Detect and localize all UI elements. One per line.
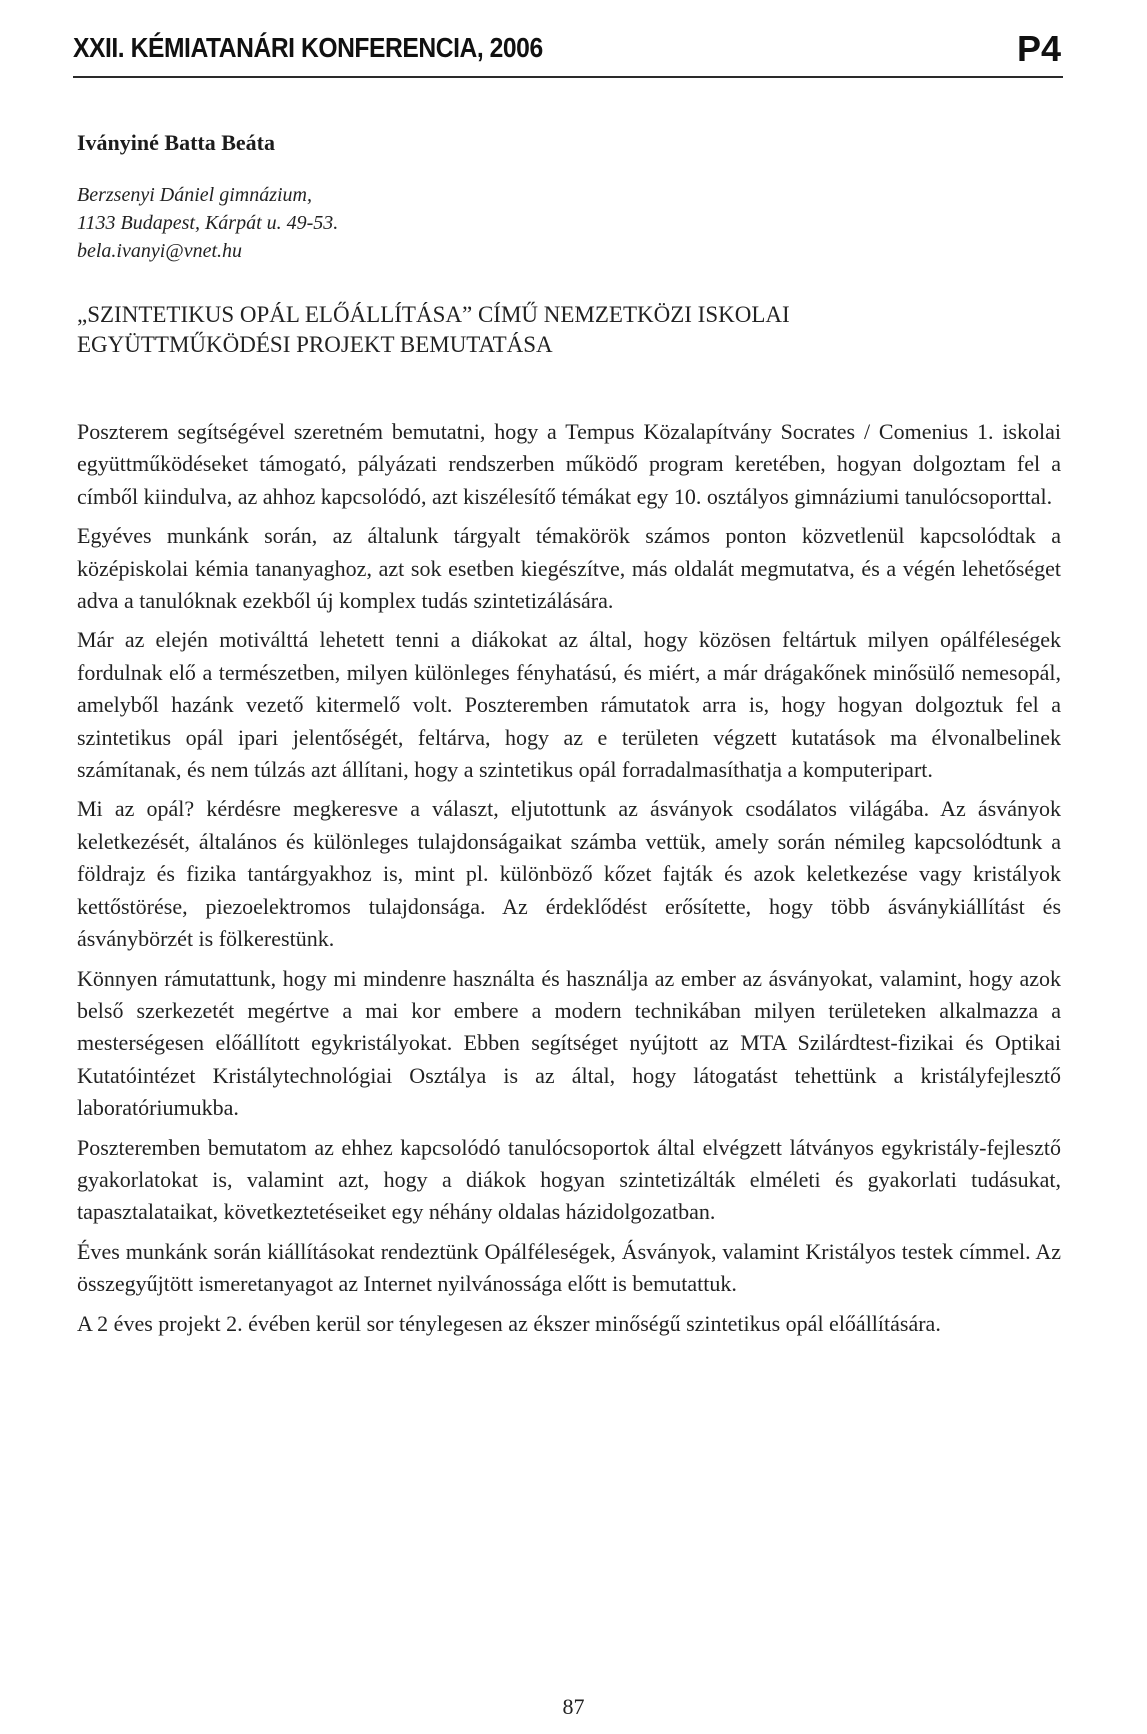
body-paragraph: A 2 éves projekt 2. évében kerül sor ténylegesen az ékszer minőségű szintetikus opál előállítására. xyxy=(77,1310,941,1336)
article-body xyxy=(77,416,1061,1347)
article-title xyxy=(77,300,1057,360)
affiliation-school: Berzsenyi Dániel gimnázium, xyxy=(77,184,312,206)
body-paragraph: Poszteremben bemutatom az ehhez kapcsolódó tanulócsoportok által elvégzett látványos egykristály-fejlesztő gyakorlatokat is, valamint azt, hogy a diákok hogyan szintetizálták elméleti és gyakorlati tudásukat, tapasztalataikat, következtetéseiket egy néhány oldalas házidolgozatban. xyxy=(77,1134,1061,1225)
poster-code: P4 xyxy=(1016,28,1061,69)
page-number: 87 xyxy=(562,1694,585,1719)
running-header xyxy=(73,28,1063,78)
body-paragraph: Könnyen rámutattunk, hogy mi mindenre használta és használja az ember az ásványokat, valamint, hogy azok belső szerkezetét megértve a mai kor embere a modern technikában milyen területeken alkalmazza a mesterségesen előállított egykristályokat. Ebben segítséget nyújtott az MTA Szilárdtest-fizikai és Optikai Kutatóintézet Kristálytechnológiai Osztálya is az által, hogy látogatást tehettünk a kristályfejlesztő laboratóriumukba. xyxy=(77,965,1061,1121)
conference-title: XXII. KÉMIATANÁRI KONFERENCIA, 2006 xyxy=(73,32,543,63)
article-title-line-1: „SZINTETIKUS OPÁL ELŐÁLLÍTÁSA” CÍMŰ NEMZETKÖZI ISKOLAI xyxy=(77,302,790,327)
body-paragraph: Poszterem segítségével szeretném bemutatni, hogy a Tempus Közalapítvány Socrates / Comenius 1. iskolai együttműködéseket támogató, pályázati rendszerben működő program keretében, hogyan dolgoztam fel a címből kiindulva, az ahhoz kapcsolódó, azt kiszélesítő témákat egy 10. osztályos gimnáziumi tanulócsoporttal. xyxy=(77,419,1061,509)
author-email: bela.ivanyi@vnet.hu xyxy=(77,240,243,262)
body-paragraph: Már az elején motiválttá lehetett tenni a diákokat az által, hogy közösen feltártuk milyen opálféleségek fordulnak elő a természetben, milyen különleges fényhatású, és miért, a már drágakőnek minősülő nemesopál, amelyből hazánk vezető kitermelő volt. Poszteremben rámutatok arra is, hogy hogyan dolgoztuk fel a szintetikus opál ipari jelentőségét, feltárva, hogy az e területen végzett kutatások ma élvonalbelinek számítanak, és nem túlzás azt állítani, hogy a szintetikus opál forradalmasíthatja a komputeripart. xyxy=(77,627,1061,783)
author-name: Iványiné Batta Beáta xyxy=(77,130,275,155)
body-paragraph: Éves munkánk során kiállításokat rendeztünk Opálféleségek, Ásványok, valamint Kristályos testek címmel. Az összegyűjtött ismeretanyagot az Internet nyilvánossága előtt is bemutattuk. xyxy=(77,1238,1061,1297)
body-paragraph: Mi az opál? kérdésre megkeresve a választ, eljutottunk az ásványok csodálatos világába. Az ásványok keletkezését, általános és különleges tulajdonságaikat számba vettük, amely során némileg kapcsolódtunk a földrajz és fizika tantárgyakhoz is, mint pl. különböző kőzet fajták és azok keletkezése vagy kristályok kettőstörése, piezoelektromos tulajdonsága. Az érdeklődést erősítette, hogy több ásványkiállítást és ásványbörzét is fölkerestünk. xyxy=(77,796,1061,952)
body-paragraph: Egyéves munkánk során, az általunk tárgyalt témakörök számos ponton közvetlenül kapcsolódtak a középiskolai kémia tananyaghoz, azt sok esetben kiegészítve, más oldalát megmutatva, és a végén lehetőséget adva a tanulóknak ezekből új komplex tudás szintetizálására. xyxy=(77,523,1061,614)
article-title-line-2: EGYÜTTMŰKÖDÉSI PROJEKT BEMUTATÁSA xyxy=(77,332,553,357)
affiliation-address: 1133 Budapest, Kárpát u. 49-53. xyxy=(77,212,339,234)
